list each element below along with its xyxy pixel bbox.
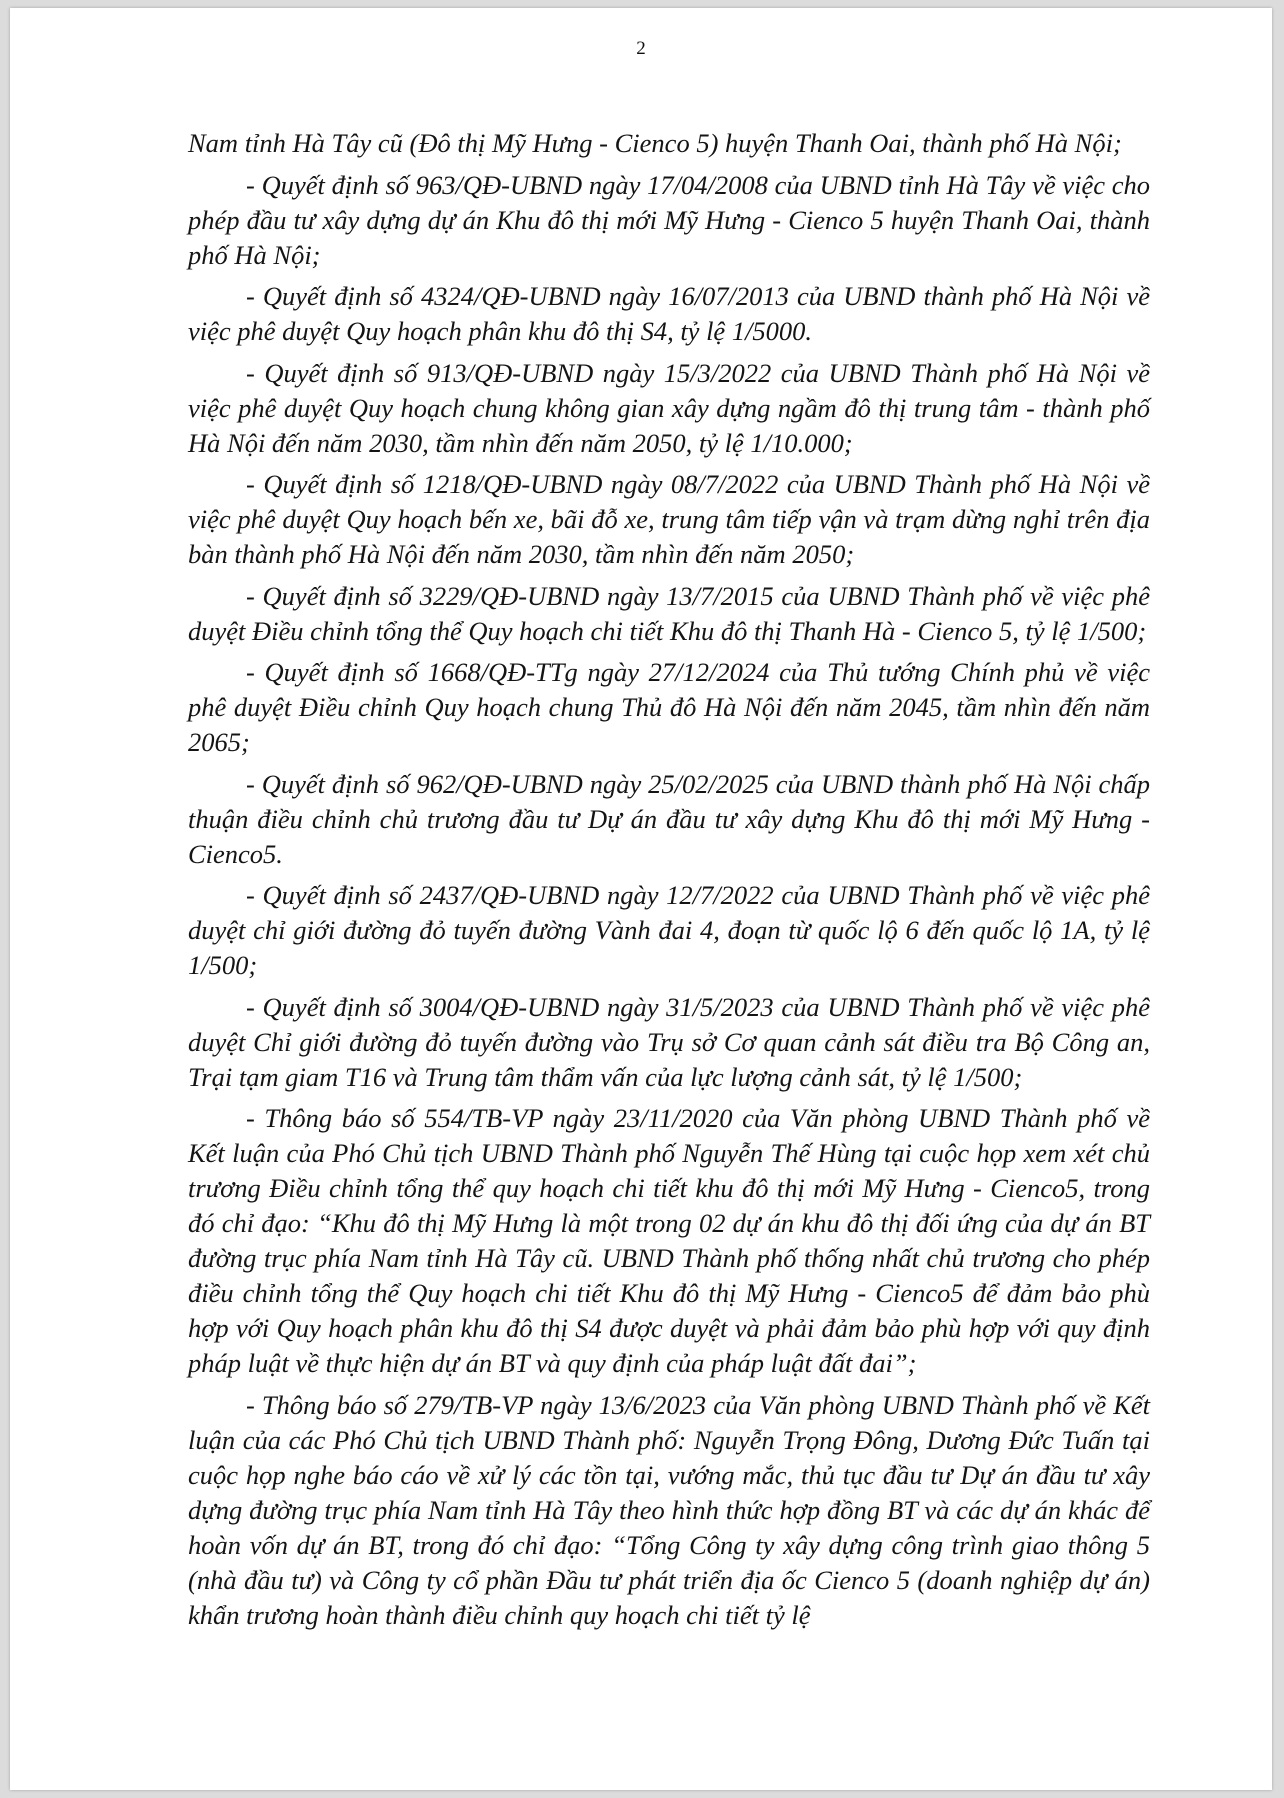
paragraph-notice-279: - Thông báo số 279/TB-VP ngày 13/6/2023 của Văn phòng UBND Thành phố về Kết luận của các Phó Chủ tịch UBND Thành phố: Nguyễn Trọng Đông, Dương Đức Tuấn tại cuộc họp nghe báo cáo về xử lý các tồn tại, vướng mắc, thủ tục đầu tư Dự án đầu tư xây dựng đường trục phía Nam tỉnh Hà Tây theo hình thức hợp đồng BT và các dự án khác để hoàn vốn dự án BT, trong đó chỉ đạo: “Tổng Công ty xây dựng công trình giao thông 5 (nhà đầu tư) và Công ty cổ phần Đầu tư phát triển địa ốc Cienco 5 (doanh nghiệp dự án) khẩn trương hoàn thành điều chỉnh quy hoạch chi tiết tỷ lệ — [188, 1389, 1150, 1630]
paragraph-decision-2437: - Quyết định số 2437/QĐ-UBND ngày 12/7/2022 của UBND Thành phố về việc phê duyệt chỉ giới đường đỏ tuyến đường Vành đai 4, đoạn từ quốc lộ 6 đến quốc lộ 1A, tỷ lệ 1/500; — [188, 880, 1150, 980]
paragraph-decision-963: - Quyết định số 963/QĐ-UBND ngày 17/04/2008 của UBND tỉnh Hà Tây về việc cho phép đầu tư xây dựng dự án Khu đô thị mới Mỹ Hưng - Cienco 5 huyện Thanh Oai, thành phố Hà Nội; — [188, 169, 1150, 270]
paragraph-decision-1668: - Quyết định số 1668/QĐ-TTg ngày 27/12/2024 của Thủ tướng Chính phủ về việc phê duyệt Điều chỉnh Quy hoạch chung Thủ đô Hà Nội đến năm 2045, tầm nhìn đến năm 2065; — [188, 657, 1150, 757]
paragraph-continuation: Nam tỉnh Hà Tây cũ (Đô thị Mỹ Hưng - Cienco 5) huyện Thanh Oai, thành phố Hà Nội; — [188, 128, 1122, 158]
paragraph-decision-1218: - Quyết định số 1218/QĐ-UBND ngày 08/7/2022 của UBND Thành phố Hà Nội về việc phê duyệt Quy hoạch bến xe, bãi đỗ xe, trung tâm tiếp vận và trạm dừng nghỉ trên địa bàn thành phố Hà Nội đến năm 2030, tầm nhìn đến năm 2050; — [188, 469, 1150, 569]
paragraph-notice-554: - Thông báo số 554/TB-VP ngày 23/11/2020 của Văn phòng UBND Thành phố về Kết luận của Phó Chủ tịch UBND Thành phố Nguyễn Thế Hùng tại cuộc họp xem xét chủ trương Điều chỉnh tổng thể quy hoạch chi tiết khu đô thị mới Mỹ Hưng - Cienco5, trong đó chỉ đạo: “Khu đô thị Mỹ Hưng là một trong 02 dự án khu đô thị đối ứng của dự án BT đường trục phía Nam tỉnh Hà Tây cũ. UBND Thành phố thống nhất chủ trương cho phép điều chỉnh tổng thể Quy hoạch chi tiết Khu đô thị Mỹ Hưng - Cienco5 để đảm bảo phù hợp với Quy hoạch phân khu đô thị S4 được duyệt và phải đảm bảo phù hợp với quy định pháp luật về thực hiện dự án BT và quy định của pháp luật đất đai”; — [188, 1103, 1150, 1378]
page-number: 2 — [636, 38, 646, 59]
document-body — [188, 126, 1150, 1639]
document-page — [10, 8, 1272, 1790]
paragraph-decision-3229: - Quyết định số 3229/QĐ-UBND ngày 13/7/2015 của UBND Thành phố về việc phê duyệt Điều chỉnh tổng thể Quy hoạch chi tiết Khu đô thị Thanh Hà - Cienco 5, tỷ lệ 1/500; — [188, 580, 1150, 646]
paragraph-decision-3004: - Quyết định số 3004/QĐ-UBND ngày 31/5/2023 của UBND Thành phố về việc phê duyệt Chỉ giới đường đỏ tuyến đường vào Trụ sở Cơ quan cảnh sát điều tra Bộ Công an, Trại tạm giam T16 và Trung tâm thẩm vấn của lực lượng cảnh sát, tỷ lệ 1/500; — [188, 991, 1150, 1092]
paragraph-decision-913: - Quyết định số 913/QĐ-UBND ngày 15/3/2022 của UBND Thành phố Hà Nội về việc phê duyệt Quy hoạch chung không gian xây dựng ngầm đô thị trung tâm - thành phố Hà Nội đến năm 2030, tầm nhìn đến năm 2050, tỷ lệ 1/10.000; — [188, 357, 1150, 458]
paragraph-decision-4324: - Quyết định số 4324/QĐ-UBND ngày 16/07/2013 của UBND thành phố Hà Nội về việc phê duyệt Quy hoạch phân khu đô thị S4, tỷ lệ 1/5000. — [188, 281, 1150, 346]
paragraph-decision-962: - Quyết định số 962/QĐ-UBND ngày 25/02/2025 của UBND thành phố Hà Nội chấp thuận điều chỉnh chủ trương đầu tư Dự án đầu tư xây dựng Khu đô thị mới Mỹ Hưng - Cienco5. — [188, 768, 1150, 869]
